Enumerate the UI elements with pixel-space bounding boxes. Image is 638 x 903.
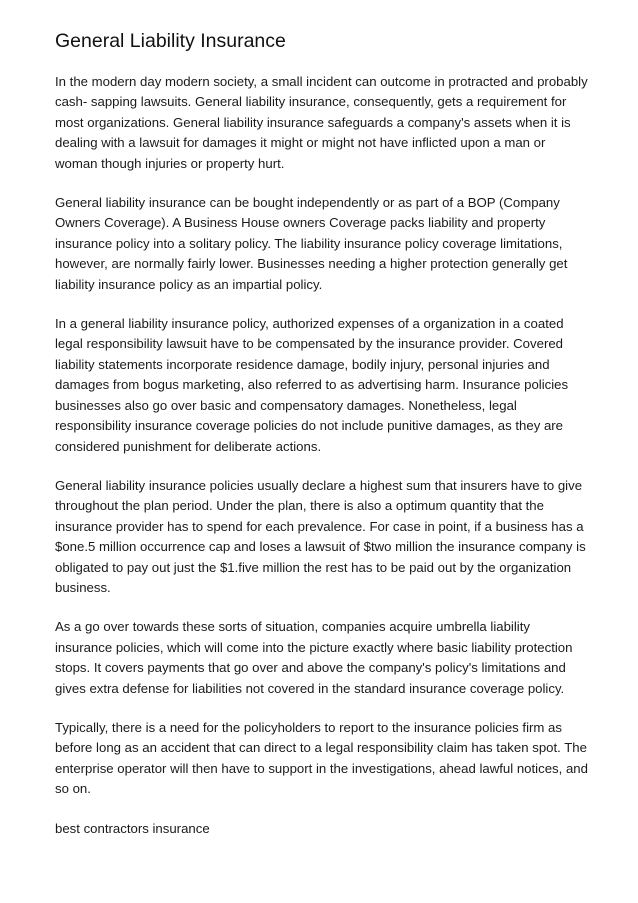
paragraph-umbrella: As a go over towards these sorts of situation, companies acquire umbrella liability insurance policies, which will come into the picture exactly where basic liability protection stops. It covers payments that go over and above the company's policy's limitations and gives extra defense for liabilities not covered in the standard insurance coverage policy. bbox=[55, 619, 573, 696]
footer-link-text[interactable]: best contractors insurance bbox=[55, 820, 210, 836]
document-page bbox=[55, 28, 590, 839]
paragraph-reporting: Typically, there is a need for the policyholders to report to the insurance policies firm as before long as an accident that can direct to a legal responsibility claim has taken spot. The enterprise operator will then have to support in the investigations, ahead lawful notices, and so on. bbox=[55, 719, 588, 797]
paragraph-intro: In the modern day modern society, a small incident can outcome in protracted and probably cash- sapping lawsuits. General liability insurance, consequently, gets a requirement for most organizations. General liability insurance safeguards a company's assets when it is dealing with a lawsuit for damages it might or might not have inflicted upon a man or woman though injuries or property hurt. bbox=[55, 74, 588, 171]
paragraph-coverage: In a general liability insurance policy, authorized expenses of a organization in a coated legal responsibility lawsuit have to be compensated by the insurance provider. Covered liability statements incorporate residence damage, bodily injury, personal injuries and damages from bogus marketing, also referred to as advertising harm. Insurance policies businesses also go over basic and compensatory damages. Nonetheless, legal responsibility insurance coverage policies do not include punitive damages, as they are considered punishment for deliberate actions. bbox=[55, 316, 569, 454]
paragraph-limits: General liability insurance policies usually declare a highest sum that insurers have to give throughout the plan period. Under the plan, there is also a optimum quantity that the insurance provider has to spend for each prevalence. For case in point, if a business has a $one.5 million occurrence cap and loses a lawsuit of $two million the insurance company is obligated to pay out just the $1.five million the rest has to be paid out by the organization business. bbox=[55, 477, 586, 595]
paragraph-bop: General liability insurance can be bought independently or as part of a BOP (Company Owners Coverage). A Business House owners Coverage packs liability and property insurance policy into a solitary policy. The liability insurance policy coverage limitations, however, are normally fairly lower. Businesses needing a higher protection generally get liability insurance policy as an impartial policy. bbox=[55, 195, 568, 292]
document-title: General Liability Insurance bbox=[55, 30, 286, 52]
